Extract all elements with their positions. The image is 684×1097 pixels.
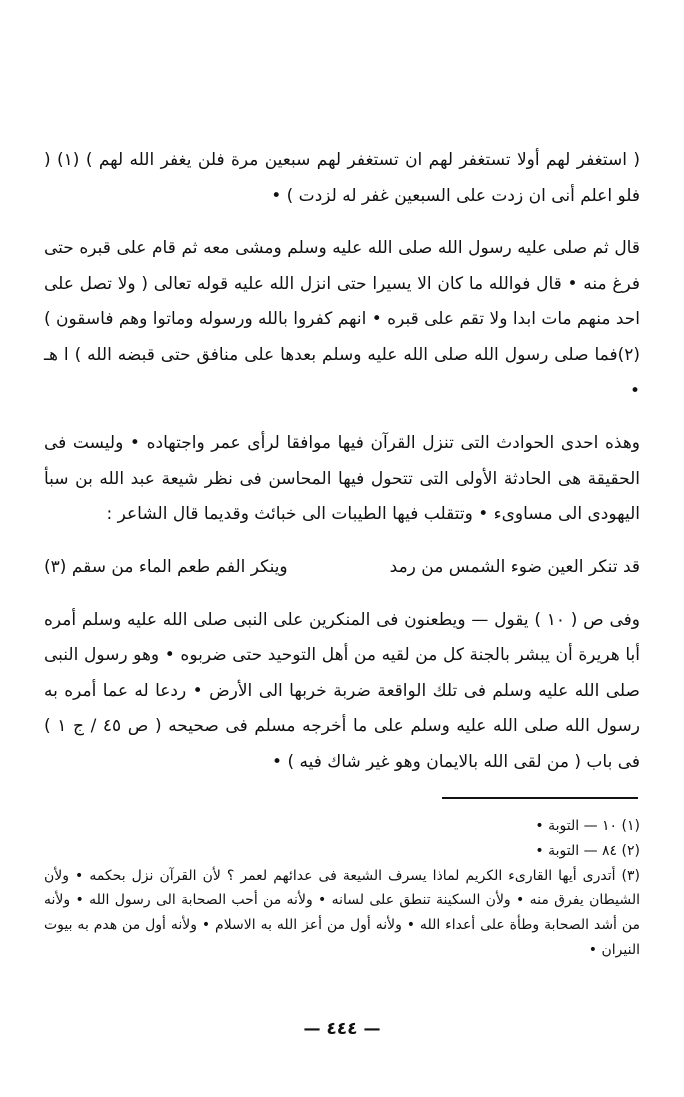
paragraph-2: قال ثم صلى عليه رسول الله صلى الله عليه وسلم ومشى معه ثم قام على قبره حتى فرغ منه • قال فوالله ما كان الا يسيرا حتى انزل الله عليه قوله تعالى ( ولا تصل على احد منهم مات ابدا ولا تقم على قبره • انهم كفروا بالله ورسوله وماتوا وهم فاسقون ) (٢)فما صلى رسول الله صلى الله عليه وسلم بعدها على منافق حتى قبضه الله ) ا هـ •: [44, 238, 640, 401]
footnote-1: (١) ١٠ — التوبة •: [535, 818, 640, 834]
paragraph-4: وفى ص ( ١٠ ) يقول — ويطعنون فى المنكرين على النبى صلى الله عليه وسلم أمره أبا هريرة أن يبشر بالجنة كل من لقيه من أهل التوحيد حتى ضربوه • وهو رسول النبى صلى الله عليه وسلم فى تلك الواقعة ضربة خربها الى الأرض • ردعا له عما أمره به رسول الله صلى الله عليه وسلم على ما أخرجه مسلم فى صحيحه ( ص ٤٥ / ج ١ ) فى باب ( من لقى الله بالايمان وهو غير شاك فيه ) •: [44, 609, 641, 772]
poetry-verse: [44, 550, 640, 586]
footnote-separator: [442, 797, 638, 799]
paragraph-1: ( استغفر لهم أولا تستغفر لهم ان تستغفر لهم سبعين مرة فلن يغفر الله لهم ) (١) ( فلو اعلم أنى ان زدت على السبعين غفر له لزدت ) •: [44, 150, 640, 206]
paragraph-3: وهذه احدى الحوادث التى تنزل القرآن فيها موافقا لرأى عمر واجتهاده • وليست فى الحقيقة هى الحادثة الأولى التى تتحول فيها المحاسن فى نظر شيعة عبد الله بن سبأ اليهودى الى مساوىء • وتتقلب فيها الطيبات الى خبائث وقديما قال الشاعر :: [44, 433, 640, 525]
footnote-3: (٣) أتدرى أيها القارىء الكريم لماذا يسرف الشيعة فى عدائهم لعمر ؟ لأن القرآن نزل بحكمه • ولأن الشيطان يفرق منه • ولأن السكينة تنطق على لسانه • ولأنه من أحب الصحابة الى رسول الله • ولأنه من أشد الصحابة وطأة على أعداء الله • ولأنه أول من أعز الله به الاسلام • ولأنه أول من هدم به بيوت النيران •: [44, 867, 640, 958]
main-text: [44, 143, 640, 781]
verse-first-hemistich: قد تنكر العين ضوء الشمس من رمد: [389, 556, 640, 577]
footnote-2: (٢) ٨٤ — التوبة •: [535, 842, 640, 859]
verse-second-hemistich: وينكر الفم طعم الماء من سقم (٣): [44, 556, 288, 577]
page-number: — ٤٤٤ —: [303, 1019, 381, 1039]
footnotes: [44, 814, 640, 963]
